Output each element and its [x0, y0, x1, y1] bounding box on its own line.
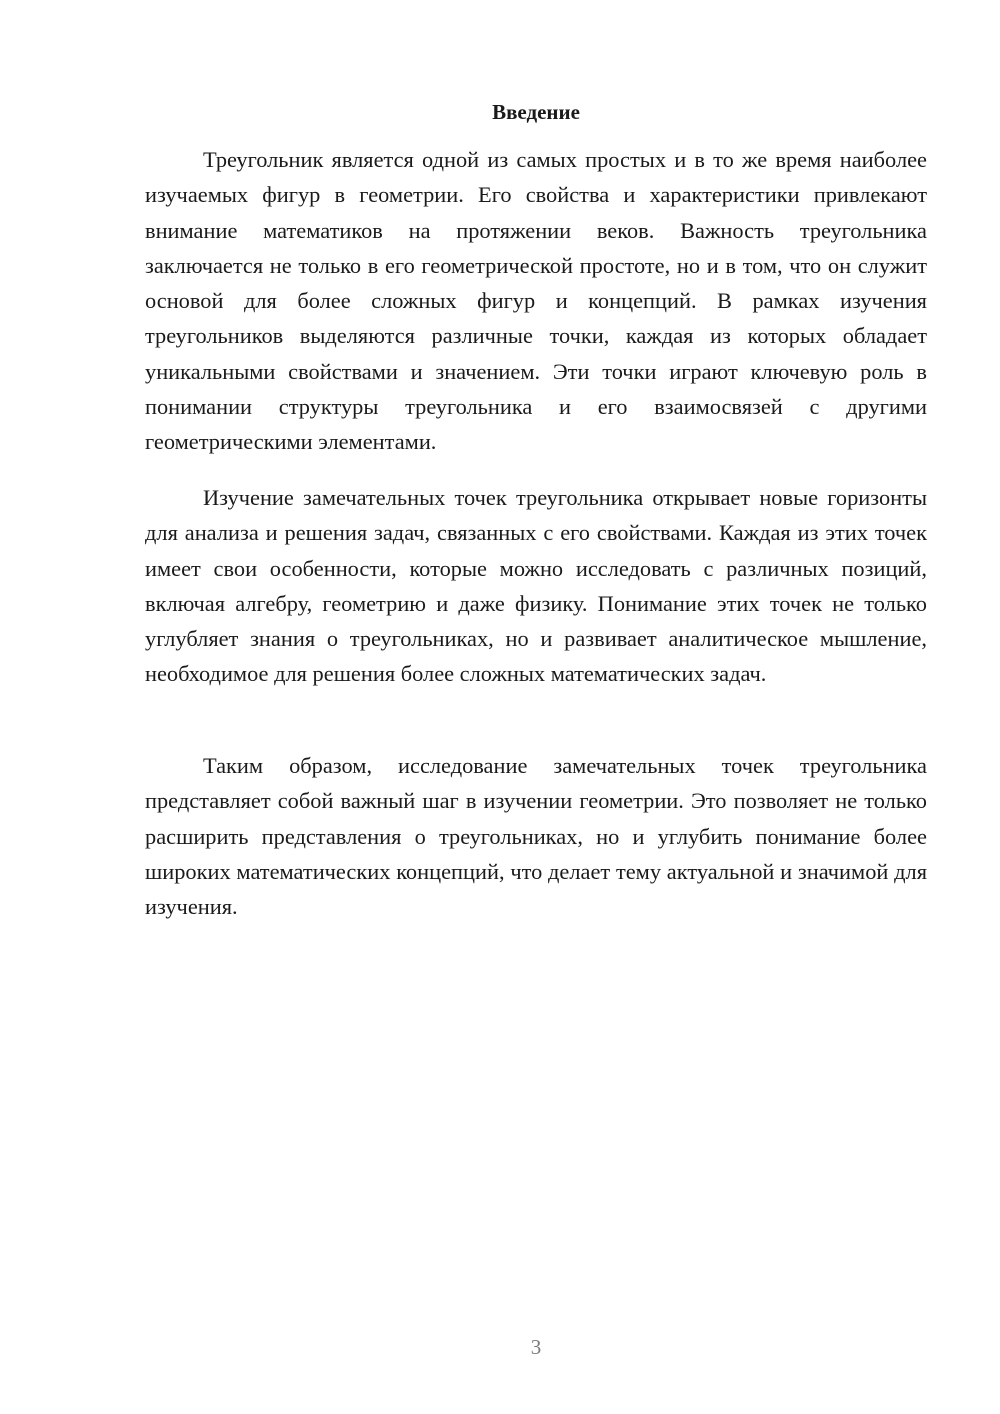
page-number: 3 — [530, 1335, 542, 1359]
paragraph-1: Треугольник является одной из самых простых и в то же время наиболее изучаемых фигур в геометрии. Его свойства и характеристики привлекают внимание математиков на протяжении веков. Важность треугольника заключается не только в его геометрической простоте, но и в том, что он служит основой для более сложных фигур и концепций. В рамках изучения треугольников выделяются различные точки, каждая из которых обладает уникальными свойствами и значением. Эти точки играют ключевую роль в понимании структуры треугольника и его взаимосвязей с другими геометрическими элементами. — [145, 147, 927, 455]
section-heading: Введение — [492, 100, 580, 124]
paragraph-2: Изучение замечательных точек треугольника открывает новые горизонты для анализа и решения задач, связанных с его свойствами. Каждая из этих точек имеет свои особенности, которые можно исследовать с различных позиций, включая алгебру, геометрию и даже физику. Понимание этих точек не только углубляет знания о треугольниках, но и развивает аналитическое мышление, необходимое для решения более сложных математических задач. — [145, 485, 927, 687]
paragraph-3: Таким образом, исследование замечательных точек треугольника представляет собой важный шаг в изучении геометрии. Это позволяет не только расширить представления о треугольниках, но и углубить понимание более широких математических концепций, что делает тему актуальной и значимой для изучения. — [145, 753, 927, 920]
